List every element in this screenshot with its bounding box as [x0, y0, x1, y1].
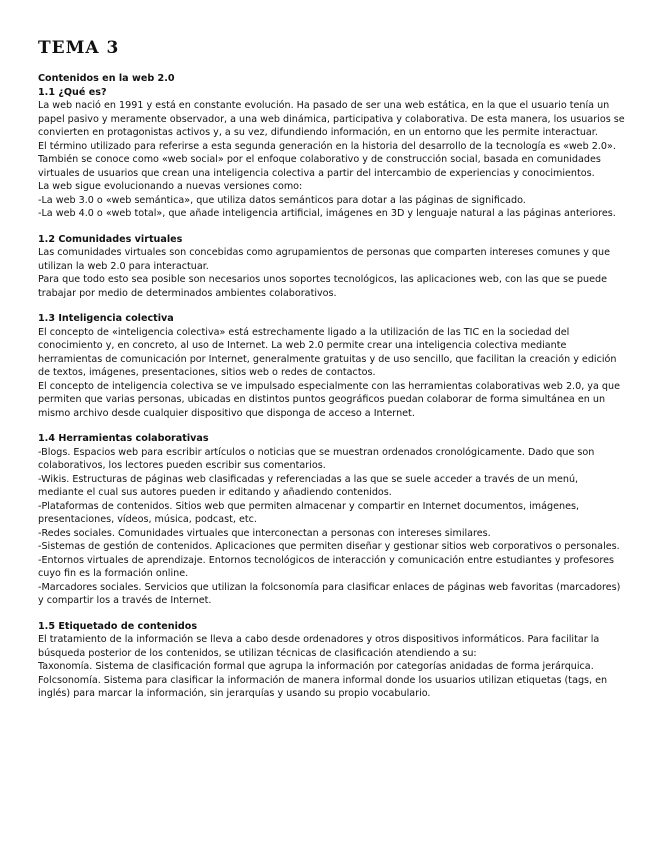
paragraph: La web nació en 1991 y está en constante evolución. Ha pasado de ser una web estática, en la que el usuario tenía un papel pasivo y meramente observador, a una web dinámica, participativa y colaborativa. De esta manera, los usuarios se convierten en protagonistas activos y, a su vez, difundiendo información, en un entorno que les permite interactuar. — [38, 100, 625, 138]
paragraph: Las comunidades virtuales son concebidas como agrupamientos de personas que comparten intereses comunes y que utilizan la web 2.0 para interactuar. — [38, 247, 611, 272]
list-item: -Marcadores sociales. Servicios que utilizan la folcsonomía para clasificar enlaces de páginas web favoritas (marcadores) y compartir los a través de Internet. — [38, 581, 621, 606]
paragraph: El término utilizado para referirse a esta segunda generación en la historia del desarrollo de la tecnología es «web 2.0». También se conoce como «web social» por el enfoque colaborativo y de construcción social, basada en comunidades virtuales de usuarios que crean una inteligencia colectiva a partir del intercambio de experiencias y conocimientos. — [38, 140, 616, 179]
list-item: -Wikis. Estructuras de páginas web clasificadas y referenciadas a las que se suele acceder a través de un menú, mediante el cual sus autores pueden ir editando y añadiendo contenidos. — [38, 473, 579, 498]
section-1-3 — [38, 312, 625, 420]
paragraph: Folcsonomía. Sistema para clasificar la información de manera informal donde los usuarios utilizan etiquetas (tags, en inglés) para marcar la información, sin jerarquías y usando su propio vocabulario. — [38, 674, 608, 699]
document-title: TEMA 3 — [38, 38, 120, 58]
section-1-2 — [38, 233, 625, 301]
heading-comunidades-virtuales: 1.2 Comunidades virtuales — [38, 233, 183, 245]
paragraph: Taxonomía. Sistema de clasificación formal que agrupa la información por categorías anidadas de forma jerárquica. — [38, 661, 594, 672]
list-item: -Plataformas de contenidos. Sitios web que permiten almacenar y compartir en Internet documentos, imágenes, presentaciones, vídeos, música, podcast, etc. — [38, 500, 580, 525]
paragraph: El concepto de «inteligencia colectiva» está estrechamente ligado a la utilización de las TIC en la sociedad del conocimiento y, en concreto, al uso de Internet. La web 2.0 permite crear una inteligencia colectiva mediante herramientas de comunicación por Internet, generalmente gratuitas y de uso sencillo, que facilitan la creación y edición de textos, imágenes, presentaciones, sitios web o redes de contactos. — [38, 326, 617, 378]
heading-que-es: 1.1 ¿Qué es? — [38, 86, 107, 98]
section-1-4 — [38, 432, 625, 608]
heading-inteligencia-colectiva: 1.3 Inteligencia colectiva — [38, 313, 174, 324]
paragraph: Para que todo esto sea posible son necesarios unos soportes tecnológicos, las aplicaciones web, con las que se puede trabajar por medio de determinados ambientes colaborativos. — [38, 274, 607, 299]
list-item: -La web 3.0 o «web semántica», que utiliza datos semánticos para dotar a las páginas de significado. — [38, 194, 526, 206]
heading-etiquetado-de-contenidos: 1.5 Etiquetado de contenidos — [38, 620, 198, 632]
paragraph: La web sigue evolucionando a nuevas versiones como: — [38, 181, 303, 192]
section-1-5 — [38, 620, 625, 701]
list-item: -Sistemas de gestión de contenidos. Aplicaciones que permiten diseñar y gestionar sitios web corporativos o personales. — [38, 541, 620, 552]
section-1-1 — [38, 72, 625, 221]
paragraph: El concepto de inteligencia colectiva se ve impulsado especialmente con las herramientas colaborativas web 2.0, ya que permiten que varias personas, ubicadas en distintos puntos geográficos puedan colaborar de forma simultánea en un mismo archivo desde cualquier dispositivo que disponga de acceso a Internet. — [38, 380, 620, 419]
heading-herramientas-colaborativas: 1.4 Herramientas colaborativas — [38, 433, 209, 444]
list-item: -Redes sociales. Comunidades virtuales que interconectan a personas con intereses similares. — [38, 527, 491, 539]
list-item: -Blogs. Espacios web para escribir artículos o noticias que se muestran ordenados cronológicamente. Dado que son colaborativos, los lectores pueden escribir sus comentarios. — [38, 446, 595, 471]
paragraph: El tratamiento de la información se lleva a cabo desde ordenadores y otros dispositivos informáticos. Para facilitar la búsqueda posterior de los contenidos, se utilizan técnicas de clasificación atendiendo a su: — [38, 634, 600, 659]
list-item: -Entornos virtuales de aprendizaje. Entornos tecnológicos de interacción y comunicación entre estudiantes y profesores cuyo fin es la formación online. — [38, 554, 615, 579]
section-title: Contenidos en la web 2.0 — [38, 73, 175, 84]
list-item: -La web 4.0 o «web total», que añade inteligencia artificial, imágenes en 3D y lenguaje natural a las páginas anteriores. — [38, 208, 616, 219]
